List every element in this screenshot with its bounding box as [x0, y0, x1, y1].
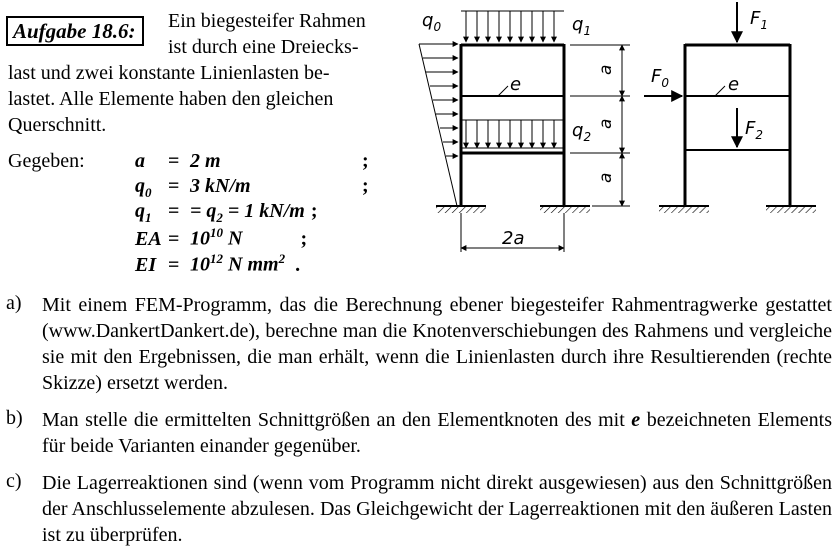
item-c-letter: c)	[6, 470, 22, 492]
item-c-text: Die Lagerreaktionen sind (wenn vom Programm nicht direkt ausgewiesen) aus den Schnittgrößen der Anschlusselemente abzulesen. Das Gleichgewicht der Lagerreaktionen mit den äußeren Lasten ist zu überprüfen.	[42, 472, 832, 546]
given-row-q1: $q_1$ = = $q_2 = 1$ kN/m ;	[135, 200, 318, 225]
given-term: .	[295, 253, 301, 276]
given-symbol: a	[135, 150, 145, 172]
left-frame	[419, 10, 630, 252]
label-F1: $F_1$	[750, 8, 768, 32]
q0-triangular-load	[419, 44, 458, 206]
q2-load-arrows	[466, 120, 554, 148]
given-value-sup: 12	[210, 251, 223, 266]
label-q0: $q_0$	[422, 10, 442, 34]
given-value: 3 kN/m	[190, 175, 251, 197]
intro-line-4: lastet. Alle Elemente haben den gleichen	[8, 88, 334, 110]
given-value-sup: 10	[210, 225, 223, 240]
given-row-a: a = 2 m ;	[135, 150, 369, 172]
intro-line-5: Querschnitt.	[8, 114, 107, 136]
given-value-sup: 2	[278, 251, 286, 266]
label-a-2: a	[596, 118, 616, 129]
right-frame	[644, 2, 816, 213]
given-value: = q	[190, 200, 217, 222]
item-a-text: Mit einem FEM-Programm, das die Berechnung ebener biegesteifer Rahmentragwerke gestattet (www.DankertDankert.de), berechne man die Knotenverschiebungen des Rahmens und vergleiche sie mit den Ergebnissen, die man erhält, wenn die Linienlasten durch ihre Resultierenden (rechte Skizze) ersetzt werden.	[42, 294, 832, 394]
given-term: ;	[362, 175, 369, 197]
label-q1: $q_1$	[572, 14, 592, 38]
intro-line-1: Ein biegesteifer Rahmen	[168, 10, 366, 32]
given-row-EA: EA = $10^{10}$ N ;	[135, 225, 308, 250]
label-F0: $F_0$	[651, 66, 669, 90]
label-a-1: a	[596, 64, 616, 75]
given-value: 10	[190, 227, 210, 250]
given-symbol: q	[135, 200, 145, 222]
given-term: ;	[300, 227, 308, 250]
item-b-letter: b)	[6, 407, 23, 429]
given-value-sub: 2	[216, 210, 223, 225]
given-value: 2 m	[190, 150, 221, 172]
support-hatch-left	[436, 206, 486, 213]
label-2a: 2a	[502, 228, 525, 249]
support-hatch-left	[659, 206, 709, 213]
given-symbol: EI	[135, 253, 157, 276]
item-a-letter: a)	[6, 292, 22, 314]
given-label: Gegeben:	[8, 150, 85, 172]
label-element-e: e	[728, 74, 740, 95]
given-row-EI: EI = $10^{12}$ N $mm^2$ .	[135, 251, 301, 276]
given-term: ;	[362, 150, 369, 172]
item-b-text: Man stelle die ermittelten Schnittgrößen an den Elementknoten des mit e bezeichneten Elements für beide Varianten einander gegenüber.	[42, 409, 832, 457]
given-symbol-sub: 0	[145, 185, 152, 200]
support-hatch-right	[766, 206, 816, 213]
given-value-rest: = 1 kN/m	[222, 200, 305, 222]
given-value: 10	[190, 253, 210, 276]
given-row-q0: $q_0 = 3$ kN/m ;	[135, 175, 369, 200]
given-value-rest: N	[223, 227, 243, 250]
q1-load-arrows	[466, 11, 554, 42]
label-a-3: a	[596, 172, 616, 183]
given-symbol: EA	[135, 227, 162, 250]
given-symbol-sub: 1	[145, 210, 152, 225]
intro-line-2: ist durch eine Dreiecks-	[168, 36, 359, 58]
intro-line-3: last und zwei konstante Linienlasten be-	[8, 62, 330, 84]
label-F2: $F_2$	[745, 118, 763, 142]
given-value-rest: N mm	[223, 253, 279, 276]
given-term: ;	[310, 200, 318, 222]
label-element-e: e	[510, 74, 522, 95]
task-title: Aufgabe 18.6:	[6, 16, 144, 46]
label-q2: $q_2$	[572, 120, 592, 144]
support-hatch-right	[540, 206, 590, 213]
given-symbol: q	[135, 175, 145, 197]
